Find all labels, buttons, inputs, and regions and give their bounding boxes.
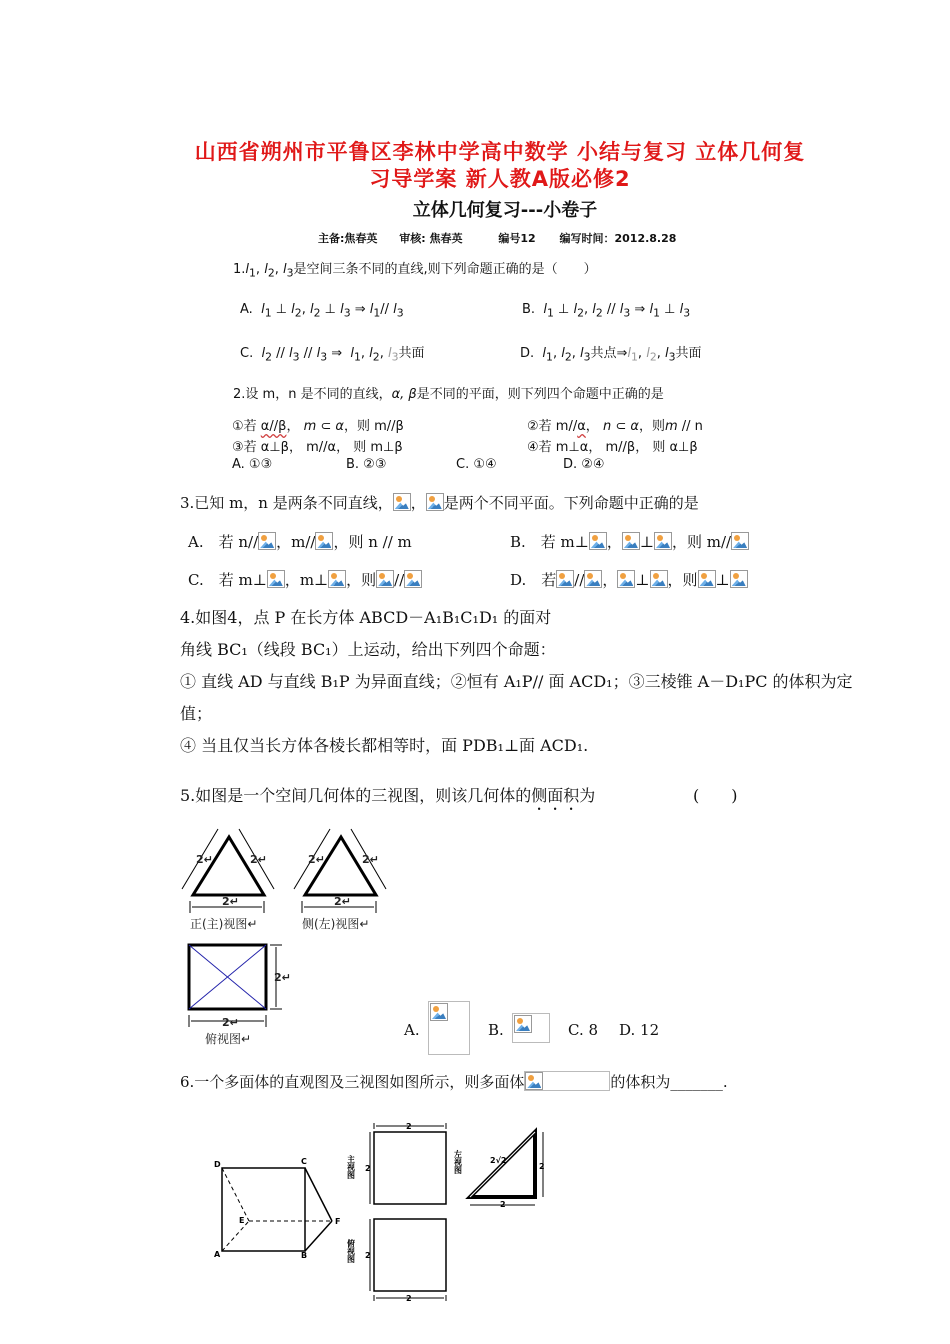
- image-placeholder-icon: [589, 532, 607, 550]
- q1-c-label: C.: [240, 346, 254, 361]
- image-placeholder-icon: [376, 570, 394, 588]
- dim-label: 2: [539, 1162, 545, 1171]
- q2-choice-b: B. ②③: [346, 457, 387, 472]
- q2-p1-b: ，则 m//β: [344, 419, 404, 434]
- q5-option-c: C. 8: [568, 1021, 599, 1039]
- image-placeholder-icon: [556, 570, 574, 588]
- dim-label: 2↵: [196, 853, 213, 866]
- q2-p1-a: ①若: [232, 419, 257, 434]
- q6-front-view: [347, 1122, 447, 1204]
- q5-option-a: A.: [404, 1021, 420, 1039]
- vertex-label: A: [214, 1250, 221, 1259]
- q1-stem: $1.l_1$, $l_2$, $l_3$是空间三条不同的直线,则下列命题正确的是（ ）: [233, 262, 597, 280]
- q6-stem-b: 的体积为_______.: [610, 1073, 728, 1091]
- meta-date: 编写时间：2012.8.28: [559, 232, 677, 245]
- q3-stem-a: 3.已知 m，n 是两条不同直线，: [180, 494, 393, 512]
- title-line-2: 习导学案 新人教A版必修2: [369, 167, 631, 191]
- q6-stem: [180, 1071, 728, 1092]
- vertex-label: C: [301, 1157, 307, 1166]
- q1-num: 1.: [233, 262, 246, 277]
- image-placeholder-icon: [404, 570, 422, 588]
- q1-option-b: B. $l_1$ ⊥ $l_2$, $l_2 // l_3$ ⇒ $l_1$ ⊥ $l_3$: [522, 302, 691, 320]
- q3-c-4: //: [394, 571, 405, 589]
- q3-d-5: ⊥: [715, 571, 730, 589]
- image-placeholder-icon: [258, 532, 276, 550]
- q5-option-d: D. 12: [619, 1021, 660, 1039]
- q5-answer-paren: ( ): [693, 786, 738, 805]
- q1-a-label: A.: [240, 302, 253, 317]
- image-placeholder-icon: [698, 570, 716, 588]
- q4-line-2: 角线 BC₁（线段 BC₁）上运动，给出下列四个命题：: [180, 640, 556, 659]
- image-placeholder-icon: [731, 532, 749, 550]
- q2-prop-2: ②若 m//α， n ⊂ α，则m // n: [527, 419, 703, 434]
- dim-label: 2: [365, 1164, 371, 1173]
- q2-choice-c: C. ①④: [456, 457, 497, 472]
- q5-stem-em: 侧面积: [531, 786, 580, 805]
- q3-stem: 3.已知 m，n 是两条不同直线， ， 是两个不同平面。下列命题中正确的是: [180, 494, 699, 512]
- image-placeholder-icon: [730, 570, 748, 588]
- image-placeholder-icon: [525, 1072, 543, 1090]
- q3-a-3: ，则 n // m: [333, 533, 412, 551]
- q3-stem-b: 是两个不同平面。下列命题中正确的是: [443, 494, 699, 512]
- q6-perspective-view: [214, 1157, 340, 1260]
- q3-d-2: //: [574, 571, 585, 589]
- subtitle: 立体几何复习---小卷子: [412, 200, 598, 221]
- q5-stem: [180, 783, 595, 814]
- image-placeholder-icon: [650, 570, 668, 588]
- q5-side-label: 侧(左)视图↵: [302, 917, 370, 931]
- meta-line: [318, 230, 676, 246]
- image-placeholder-icon: [426, 493, 444, 511]
- q4-line-4: 值；: [180, 704, 213, 723]
- q5-option-b: B.: [488, 1021, 504, 1039]
- q2-prop-3: ③若 α⊥β， m//α， 则 m⊥β: [232, 440, 403, 455]
- q6-figure: [208, 1115, 568, 1305]
- image-placeholder-icon: [584, 570, 602, 588]
- q2-prop-4: ④若 m⊥α， m//β， 则 α⊥β: [527, 440, 698, 455]
- q4-line-3: ① 直线 AD 与直线 B₁P 为异面直线；②恒有 A₁P// 面 ACD₁；③三棱锥 A－D₁PC 的体积为定: [180, 672, 853, 691]
- dim-label: 2↵: [362, 853, 379, 866]
- q5-three-views: [172, 825, 392, 1045]
- q3-d-4: ，则: [667, 571, 698, 589]
- dim-label: 2↵: [250, 853, 267, 866]
- image-placeholder-icon: [430, 1003, 448, 1021]
- q5-stem-a: 5.如图是一个空间几何体的三视图，则该几何体的: [180, 786, 532, 805]
- q6-left-view: [454, 1132, 545, 1209]
- q3-d-3: ⊥: [635, 571, 650, 589]
- q3-a-2: ，m//: [276, 533, 316, 551]
- q1-b-label: B.: [522, 302, 536, 317]
- q3-b-1: B. 若 m⊥: [510, 533, 589, 551]
- q5-top-label: 俯视图↵: [205, 1032, 252, 1045]
- q5-side-view: [294, 829, 386, 931]
- dim-label: 2: [406, 1294, 412, 1303]
- q2-p2-b: ，则: [638, 419, 665, 434]
- q6-top-label: 俯视图: [346, 1239, 356, 1263]
- q5-front-view: [182, 829, 274, 931]
- image-placeholder-icon: [393, 493, 411, 511]
- image-placeholder-icon: [267, 570, 285, 588]
- image-placeholder-icon: [315, 532, 333, 550]
- q1-option-a: A. $l_1$ ⊥ $l_2$, $l_2$ ⊥ $l_3$ ⇒ $l_1//$ $l_3$: [240, 302, 404, 320]
- dim-label: 2↵: [222, 1016, 239, 1029]
- q2-choice-d: D. ②④: [563, 457, 605, 472]
- q3-c-2: ，m⊥: [284, 571, 329, 589]
- q1-c-tail: 共面: [398, 346, 425, 361]
- q2-prop-1: ①若 α//β， m ⊂ α，则 m//β: [232, 419, 404, 434]
- meta-number: 编号12: [498, 232, 536, 245]
- q3-option-d: D. 若 // ， ⊥ ，则 ⊥: [510, 569, 748, 590]
- title-line-1: 山西省朔州市平鲁区李林中学高中数学 小结与复习 立体几何复: [194, 140, 806, 164]
- q1-stem-text: 是空间三条不同的直线,则下列命题正确的是（ ）: [293, 262, 597, 277]
- dim-label: 2↵: [308, 853, 325, 866]
- q6-top-view: [347, 1219, 447, 1303]
- q1-option-d: D. $l_1$, $l_2$, $l_3$共点$\Rightarrow l_1$, $l_2$, $l_3$共面: [520, 346, 702, 364]
- vertex-label: E: [239, 1216, 245, 1225]
- dim-label: 2↵: [274, 971, 291, 984]
- q2-stem-a: 2.设 m，n 是不同的直线，: [233, 387, 392, 402]
- q3-option-a: [188, 531, 412, 552]
- q1-d-mid: 共点⇒: [590, 346, 628, 361]
- q3-d-1: D. 若: [510, 571, 557, 589]
- q3-b-2: ⊥: [639, 533, 655, 551]
- image-placeholder-icon: [328, 570, 346, 588]
- q6-left-label: 左视图: [453, 1150, 463, 1174]
- q1-option-c: C. $l_2 // l_3 // l_3$ ⇒ $l_1$, $l_2$, $l_3$共面: [240, 346, 425, 364]
- q4-line-1: 4.如图4，点 P 在长方体 ABCD－A₁B₁C₁D₁ 的面对: [180, 608, 552, 627]
- q3-c-3: ，则: [346, 571, 377, 589]
- dim-label: 2↵: [222, 895, 239, 908]
- dim-label-hypotenuse: 2√2: [490, 1156, 507, 1165]
- q3-c-1: C. 若 m⊥: [188, 571, 267, 589]
- image-placeholder-icon: [622, 532, 640, 550]
- q1-d-label: D.: [520, 346, 535, 361]
- q6-front-label: 主视图: [346, 1155, 356, 1179]
- q5-option-b-image: [512, 1013, 550, 1043]
- q2-stem: 2.设 m，n 是不同的直线，α, β是不同的平面，则下列四个命题中正确的是: [233, 387, 664, 402]
- q6-stem-a: 6.一个多面体的直观图及三视图如图所示，则多面体: [180, 1073, 525, 1091]
- q4-line-5: ④ 当且仅当长方体各棱长都相等时，面 PDB₁⊥面 ACD₁.: [180, 736, 589, 755]
- q5-option-a-image: [428, 1001, 470, 1055]
- q2-choice-a: A. ①③: [232, 457, 273, 472]
- q3-b-3: ，则 m//: [672, 533, 732, 551]
- vertex-label: B: [301, 1251, 308, 1260]
- vertex-label: F: [335, 1217, 341, 1226]
- image-placeholder-icon: [617, 570, 635, 588]
- q3-a-1: A. 若 n//: [188, 533, 259, 551]
- dim-label: 2: [406, 1122, 412, 1131]
- q6-inline-image: [524, 1071, 610, 1091]
- q3-option-b: B. 若 m⊥ ， ⊥ ，则 m//: [510, 531, 749, 552]
- q5-stem-b: 为: [579, 786, 596, 805]
- q1-d-tail: 共面: [675, 346, 702, 361]
- q2-stem-b: 是不同的平面，则下列四个命题中正确的是: [416, 387, 664, 402]
- meta-reviewer: 审核: 焦春英: [399, 232, 463, 245]
- dim-label: 2: [365, 1251, 371, 1260]
- q2-p2-a: ②若 m//: [527, 419, 578, 434]
- vertex-label: D: [214, 1160, 221, 1169]
- q5-front-label: 正(主)视图↵: [190, 917, 258, 931]
- q5-top-view: [189, 945, 291, 1045]
- meta-author: 主备:焦春英: [318, 232, 378, 245]
- dim-label: 2: [500, 1200, 506, 1209]
- image-placeholder-icon: [654, 532, 672, 550]
- image-placeholder-icon: [514, 1015, 532, 1033]
- q3-option-c: [188, 569, 422, 590]
- dim-label: 2↵: [334, 895, 351, 908]
